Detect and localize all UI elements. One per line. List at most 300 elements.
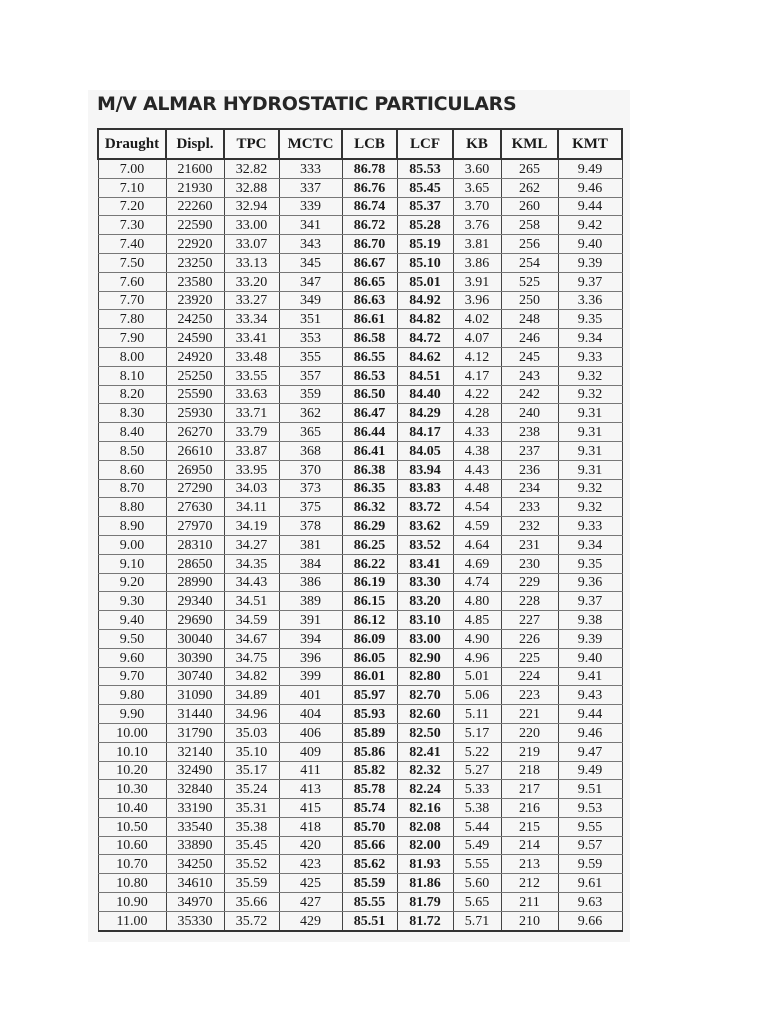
table-row <box>98 855 622 874</box>
cell-tpc: 35.59 <box>224 874 279 893</box>
cell-displacement: 28650 <box>166 554 224 573</box>
cell-mctc: 343 <box>279 235 342 254</box>
column-header-draught: Draught <box>98 129 166 159</box>
cell-mctc: 386 <box>279 573 342 592</box>
table-header-row <box>98 129 622 159</box>
cell-lcf: 82.24 <box>397 780 453 799</box>
cell-mctc: 384 <box>279 554 342 573</box>
cell-kb: 3.81 <box>453 235 501 254</box>
cell-lcb: 86.72 <box>342 216 397 235</box>
cell-draught: 8.70 <box>98 479 166 498</box>
cell-draught: 7.70 <box>98 291 166 310</box>
cell-kb: 5.17 <box>453 723 501 742</box>
cell-lcb: 86.44 <box>342 423 397 442</box>
cell-kml: 229 <box>501 573 558 592</box>
cell-tpc: 33.13 <box>224 253 279 272</box>
cell-mctc: 365 <box>279 423 342 442</box>
table-row <box>98 253 622 272</box>
cell-kml: 260 <box>501 197 558 216</box>
cell-draught: 9.70 <box>98 667 166 686</box>
cell-kmt: 9.32 <box>558 479 622 498</box>
table-row <box>98 761 622 780</box>
cell-displacement: 28990 <box>166 573 224 592</box>
cell-displacement: 27630 <box>166 498 224 517</box>
cell-kml: 240 <box>501 404 558 423</box>
cell-tpc: 35.10 <box>224 742 279 761</box>
cell-tpc: 34.03 <box>224 479 279 498</box>
cell-draught: 7.00 <box>98 159 166 178</box>
cell-lcf: 84.72 <box>397 329 453 348</box>
cell-displacement: 30390 <box>166 648 224 667</box>
cell-kmt: 9.41 <box>558 667 622 686</box>
cell-mctc: 427 <box>279 893 342 912</box>
cell-draught: 10.60 <box>98 836 166 855</box>
cell-tpc: 35.38 <box>224 817 279 836</box>
cell-displacement: 31440 <box>166 705 224 724</box>
cell-mctc: 389 <box>279 592 342 611</box>
cell-draught: 7.40 <box>98 235 166 254</box>
cell-tpc: 35.66 <box>224 893 279 912</box>
cell-kb: 3.91 <box>453 272 501 291</box>
cell-kb: 5.11 <box>453 705 501 724</box>
cell-kml: 250 <box>501 291 558 310</box>
cell-mctc: 351 <box>279 310 342 329</box>
cell-kml: 228 <box>501 592 558 611</box>
cell-draught: 9.80 <box>98 686 166 705</box>
cell-kb: 5.60 <box>453 874 501 893</box>
cell-mctc: 333 <box>279 159 342 178</box>
cell-kmt: 9.38 <box>558 611 622 630</box>
cell-draught: 9.00 <box>98 535 166 554</box>
cell-kb: 5.27 <box>453 761 501 780</box>
cell-lcf: 83.83 <box>397 479 453 498</box>
cell-kb: 5.01 <box>453 667 501 686</box>
cell-lcf: 81.86 <box>397 874 453 893</box>
cell-draught: 10.20 <box>98 761 166 780</box>
cell-displacement: 24920 <box>166 347 224 366</box>
cell-kmt: 9.33 <box>558 347 622 366</box>
cell-lcf: 84.92 <box>397 291 453 310</box>
cell-kml: 245 <box>501 347 558 366</box>
cell-kmt: 9.36 <box>558 573 622 592</box>
cell-kb: 5.49 <box>453 836 501 855</box>
cell-draught: 10.00 <box>98 723 166 742</box>
cell-kml: 224 <box>501 667 558 686</box>
cell-displacement: 21600 <box>166 159 224 178</box>
cell-kb: 4.28 <box>453 404 501 423</box>
cell-lcf: 83.72 <box>397 498 453 517</box>
cell-tpc: 34.51 <box>224 592 279 611</box>
cell-kml: 256 <box>501 235 558 254</box>
cell-kmt: 9.35 <box>558 310 622 329</box>
cell-kml: 216 <box>501 799 558 818</box>
cell-lcb: 86.74 <box>342 197 397 216</box>
table-row <box>98 629 622 648</box>
cell-lcb: 85.78 <box>342 780 397 799</box>
cell-kmt: 9.32 <box>558 366 622 385</box>
cell-kb: 4.38 <box>453 441 501 460</box>
cell-kb: 4.96 <box>453 648 501 667</box>
table-row <box>98 291 622 310</box>
column-header-kb: KB <box>453 129 501 159</box>
cell-kml: 231 <box>501 535 558 554</box>
table-row <box>98 235 622 254</box>
cell-lcf: 83.10 <box>397 611 453 630</box>
cell-lcf: 85.10 <box>397 253 453 272</box>
cell-lcb: 86.63 <box>342 291 397 310</box>
cell-kml: 233 <box>501 498 558 517</box>
table-row <box>98 479 622 498</box>
cell-draught: 11.00 <box>98 911 166 930</box>
cell-draught: 7.80 <box>98 310 166 329</box>
cell-mctc: 399 <box>279 667 342 686</box>
cell-displacement: 24590 <box>166 329 224 348</box>
cell-kml: 242 <box>501 385 558 404</box>
cell-kmt: 9.49 <box>558 761 622 780</box>
cell-kml: 210 <box>501 911 558 930</box>
cell-lcb: 86.25 <box>342 535 397 554</box>
cell-lcf: 83.00 <box>397 629 453 648</box>
cell-lcf: 82.00 <box>397 836 453 855</box>
table-row <box>98 178 622 197</box>
cell-lcf: 84.51 <box>397 366 453 385</box>
cell-displacement: 21930 <box>166 178 224 197</box>
cell-mctc: 425 <box>279 874 342 893</box>
cell-kmt: 9.49 <box>558 159 622 178</box>
cell-draught: 7.10 <box>98 178 166 197</box>
cell-kml: 223 <box>501 686 558 705</box>
table-row <box>98 329 622 348</box>
cell-lcb: 85.89 <box>342 723 397 742</box>
cell-displacement: 23580 <box>166 272 224 291</box>
cell-draught: 7.60 <box>98 272 166 291</box>
cell-mctc: 420 <box>279 836 342 855</box>
cell-draught: 8.90 <box>98 517 166 536</box>
cell-lcb: 85.62 <box>342 855 397 874</box>
table-row <box>98 310 622 329</box>
cell-tpc: 33.07 <box>224 235 279 254</box>
cell-kml: 218 <box>501 761 558 780</box>
cell-draught: 9.90 <box>98 705 166 724</box>
cell-tpc: 32.82 <box>224 159 279 178</box>
cell-mctc: 345 <box>279 253 342 272</box>
table-body <box>98 159 622 931</box>
cell-kmt: 9.44 <box>558 197 622 216</box>
cell-kml: 258 <box>501 216 558 235</box>
column-header-lcb: LCB <box>342 129 397 159</box>
table-row <box>98 554 622 573</box>
cell-lcb: 85.59 <box>342 874 397 893</box>
table-row <box>98 535 622 554</box>
cell-kb: 3.96 <box>453 291 501 310</box>
cell-lcf: 83.62 <box>397 517 453 536</box>
cell-kmt: 9.31 <box>558 404 622 423</box>
cell-lcb: 86.55 <box>342 347 397 366</box>
cell-kb: 4.22 <box>453 385 501 404</box>
cell-draught: 8.60 <box>98 460 166 479</box>
table-row <box>98 460 622 479</box>
cell-kml: 219 <box>501 742 558 761</box>
cell-kmt: 9.66 <box>558 911 622 930</box>
cell-kml: 248 <box>501 310 558 329</box>
cell-lcb: 86.41 <box>342 441 397 460</box>
cell-draught: 9.30 <box>98 592 166 611</box>
cell-kml: 221 <box>501 705 558 724</box>
cell-kml: 238 <box>501 423 558 442</box>
cell-lcf: 84.82 <box>397 310 453 329</box>
cell-lcb: 85.51 <box>342 911 397 930</box>
table-row <box>98 911 622 930</box>
table-row <box>98 648 622 667</box>
table-row <box>98 385 622 404</box>
cell-mctc: 373 <box>279 479 342 498</box>
cell-lcb: 86.58 <box>342 329 397 348</box>
cell-mctc: 415 <box>279 799 342 818</box>
cell-mctc: 423 <box>279 855 342 874</box>
cell-lcb: 86.19 <box>342 573 397 592</box>
cell-lcf: 82.16 <box>397 799 453 818</box>
cell-displacement: 26950 <box>166 460 224 479</box>
cell-kb: 3.60 <box>453 159 501 178</box>
cell-lcf: 83.30 <box>397 573 453 592</box>
cell-lcf: 84.05 <box>397 441 453 460</box>
cell-tpc: 34.82 <box>224 667 279 686</box>
cell-kml: 246 <box>501 329 558 348</box>
cell-kb: 4.54 <box>453 498 501 517</box>
table-row <box>98 197 622 216</box>
cell-mctc: 378 <box>279 517 342 536</box>
cell-mctc: 337 <box>279 178 342 197</box>
cell-tpc: 35.45 <box>224 836 279 855</box>
cell-kmt: 9.34 <box>558 329 622 348</box>
cell-tpc: 34.89 <box>224 686 279 705</box>
cell-kml: 262 <box>501 178 558 197</box>
cell-kml: 226 <box>501 629 558 648</box>
cell-lcf: 82.70 <box>397 686 453 705</box>
cell-lcf: 84.40 <box>397 385 453 404</box>
cell-draught: 8.50 <box>98 441 166 460</box>
cell-tpc: 32.94 <box>224 197 279 216</box>
cell-kmt: 9.46 <box>558 723 622 742</box>
cell-mctc: 429 <box>279 911 342 930</box>
table-row <box>98 705 622 724</box>
cell-displacement: 22260 <box>166 197 224 216</box>
cell-tpc: 33.95 <box>224 460 279 479</box>
cell-mctc: 409 <box>279 742 342 761</box>
table-row <box>98 441 622 460</box>
cell-displacement: 30740 <box>166 667 224 686</box>
cell-displacement: 31790 <box>166 723 224 742</box>
cell-displacement: 27290 <box>166 479 224 498</box>
cell-tpc: 32.88 <box>224 178 279 197</box>
cell-displacement: 25590 <box>166 385 224 404</box>
cell-tpc: 33.55 <box>224 366 279 385</box>
table-row <box>98 404 622 423</box>
cell-lcb: 86.50 <box>342 385 397 404</box>
cell-kmt: 9.32 <box>558 385 622 404</box>
table-row <box>98 611 622 630</box>
table-row <box>98 874 622 893</box>
cell-mctc: 375 <box>279 498 342 517</box>
cell-tpc: 33.00 <box>224 216 279 235</box>
cell-kmt: 9.55 <box>558 817 622 836</box>
table-row <box>98 667 622 686</box>
cell-draught: 8.30 <box>98 404 166 423</box>
cell-tpc: 35.31 <box>224 799 279 818</box>
cell-kmt: 9.37 <box>558 592 622 611</box>
cell-displacement: 33540 <box>166 817 224 836</box>
cell-draught: 10.40 <box>98 799 166 818</box>
cell-lcf: 83.94 <box>397 460 453 479</box>
cell-tpc: 33.20 <box>224 272 279 291</box>
cell-displacement: 32140 <box>166 742 224 761</box>
cell-lcb: 86.09 <box>342 629 397 648</box>
cell-displacement: 23250 <box>166 253 224 272</box>
cell-kb: 3.70 <box>453 197 501 216</box>
cell-tpc: 34.19 <box>224 517 279 536</box>
cell-tpc: 33.41 <box>224 329 279 348</box>
table-row <box>98 517 622 536</box>
cell-kmt: 9.33 <box>558 517 622 536</box>
cell-kml: 220 <box>501 723 558 742</box>
cell-tpc: 34.11 <box>224 498 279 517</box>
cell-lcf: 82.60 <box>397 705 453 724</box>
cell-tpc: 33.79 <box>224 423 279 442</box>
cell-lcf: 81.79 <box>397 893 453 912</box>
table-row <box>98 592 622 611</box>
cell-kb: 5.06 <box>453 686 501 705</box>
cell-displacement: 32490 <box>166 761 224 780</box>
cell-lcb: 86.05 <box>342 648 397 667</box>
cell-lcb: 86.61 <box>342 310 397 329</box>
cell-mctc: 339 <box>279 197 342 216</box>
cell-kb: 3.76 <box>453 216 501 235</box>
cell-kb: 4.33 <box>453 423 501 442</box>
cell-kb: 4.07 <box>453 329 501 348</box>
cell-mctc: 349 <box>279 291 342 310</box>
cell-kb: 5.22 <box>453 742 501 761</box>
cell-kmt: 9.47 <box>558 742 622 761</box>
cell-draught: 9.50 <box>98 629 166 648</box>
cell-displacement: 32840 <box>166 780 224 799</box>
cell-kml: 265 <box>501 159 558 178</box>
cell-draught: 10.30 <box>98 780 166 799</box>
cell-draught: 7.90 <box>98 329 166 348</box>
cell-displacement: 25930 <box>166 404 224 423</box>
table-row <box>98 799 622 818</box>
column-header-kml: KML <box>501 129 558 159</box>
cell-tpc: 34.96 <box>224 705 279 724</box>
cell-kmt: 9.46 <box>558 178 622 197</box>
table-row <box>98 347 622 366</box>
cell-tpc: 35.24 <box>224 780 279 799</box>
cell-lcb: 85.74 <box>342 799 397 818</box>
cell-lcb: 86.67 <box>342 253 397 272</box>
cell-displacement: 35330 <box>166 911 224 930</box>
cell-draught: 7.50 <box>98 253 166 272</box>
cell-lcb: 86.35 <box>342 479 397 498</box>
cell-kml: 225 <box>501 648 558 667</box>
cell-kb: 4.02 <box>453 310 501 329</box>
cell-kmt: 9.53 <box>558 799 622 818</box>
cell-kb: 5.65 <box>453 893 501 912</box>
cell-lcf: 81.72 <box>397 911 453 930</box>
cell-tpc: 35.72 <box>224 911 279 930</box>
cell-mctc: 368 <box>279 441 342 460</box>
cell-tpc: 35.17 <box>224 761 279 780</box>
cell-kml: 254 <box>501 253 558 272</box>
cell-kb: 5.33 <box>453 780 501 799</box>
cell-mctc: 362 <box>279 404 342 423</box>
cell-lcf: 82.41 <box>397 742 453 761</box>
cell-tpc: 34.27 <box>224 535 279 554</box>
cell-displacement: 33890 <box>166 836 224 855</box>
cell-tpc: 33.63 <box>224 385 279 404</box>
cell-kb: 5.44 <box>453 817 501 836</box>
cell-kmt: 9.40 <box>558 648 622 667</box>
cell-draught: 8.40 <box>98 423 166 442</box>
table-row <box>98 742 622 761</box>
column-header-kmt: KMT <box>558 129 622 159</box>
cell-mctc: 404 <box>279 705 342 724</box>
cell-mctc: 370 <box>279 460 342 479</box>
cell-tpc: 34.43 <box>224 573 279 592</box>
cell-lcf: 82.90 <box>397 648 453 667</box>
cell-lcf: 83.20 <box>397 592 453 611</box>
table-row <box>98 573 622 592</box>
cell-kmt: 9.59 <box>558 855 622 874</box>
cell-mctc: 406 <box>279 723 342 742</box>
cell-lcf: 82.80 <box>397 667 453 686</box>
cell-lcf: 82.50 <box>397 723 453 742</box>
cell-lcf: 85.53 <box>397 159 453 178</box>
cell-kml: 211 <box>501 893 558 912</box>
cell-draught: 7.20 <box>98 197 166 216</box>
cell-kmt: 3.36 <box>558 291 622 310</box>
cell-displacement: 29690 <box>166 611 224 630</box>
column-header-mctc: MCTC <box>279 129 342 159</box>
cell-mctc: 341 <box>279 216 342 235</box>
cell-kmt: 9.31 <box>558 460 622 479</box>
cell-kmt: 9.39 <box>558 253 622 272</box>
cell-kml: 243 <box>501 366 558 385</box>
cell-mctc: 347 <box>279 272 342 291</box>
cell-kmt: 9.35 <box>558 554 622 573</box>
cell-displacement: 23920 <box>166 291 224 310</box>
cell-lcf: 85.45 <box>397 178 453 197</box>
cell-kb: 4.85 <box>453 611 501 630</box>
cell-kmt: 9.43 <box>558 686 622 705</box>
cell-mctc: 418 <box>279 817 342 836</box>
cell-displacement: 26610 <box>166 441 224 460</box>
column-header-displacement: Displ. <box>166 129 224 159</box>
cell-kml: 214 <box>501 836 558 855</box>
cell-kml: 232 <box>501 517 558 536</box>
cell-mctc: 411 <box>279 761 342 780</box>
cell-kml: 234 <box>501 479 558 498</box>
cell-lcf: 82.32 <box>397 761 453 780</box>
cell-kmt: 9.44 <box>558 705 622 724</box>
cell-tpc: 34.75 <box>224 648 279 667</box>
cell-kb: 4.80 <box>453 592 501 611</box>
table-row <box>98 893 622 912</box>
cell-mctc: 394 <box>279 629 342 648</box>
cell-kb: 4.59 <box>453 517 501 536</box>
cell-mctc: 381 <box>279 535 342 554</box>
cell-tpc: 33.87 <box>224 441 279 460</box>
cell-draught: 9.60 <box>98 648 166 667</box>
cell-displacement: 29340 <box>166 592 224 611</box>
